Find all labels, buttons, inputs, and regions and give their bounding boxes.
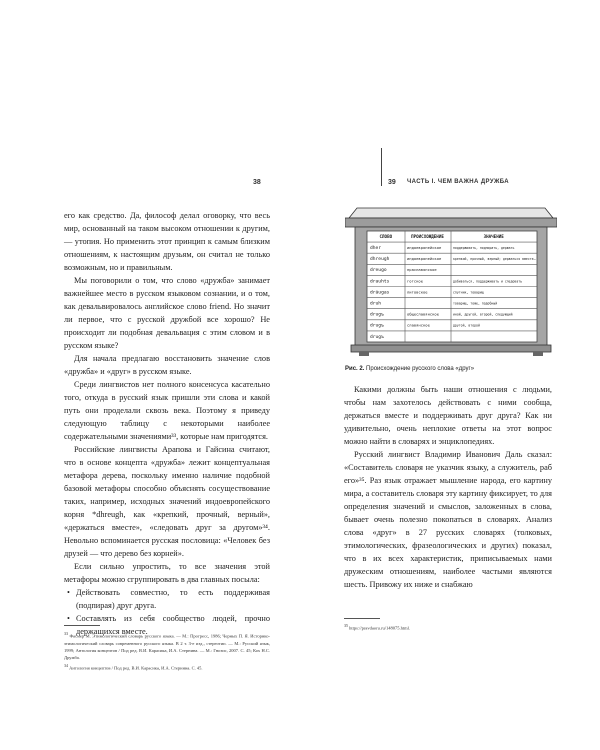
table-cell-word: dreugo bbox=[370, 268, 387, 274]
table-header: ЗНАЧЕНИЕ bbox=[483, 234, 504, 240]
table-cell-origin: индоевропейское bbox=[407, 256, 442, 262]
page-number-right: 39 bbox=[388, 179, 396, 186]
table-cell-meaning: крепкий, прочный, верный; держаться вместе… bbox=[453, 257, 536, 262]
footnotes-right bbox=[344, 622, 552, 633]
table-cell-origin: готское bbox=[407, 278, 424, 284]
paragraph: его как средство. Да, философ делал оговорку, что весь мир, основанный на таком высоком отношении к другим, — утопия. Но применить этот принцип к самым близким отношениям, к настоящим друзьям, он считал не только возможным, но и правильным. bbox=[64, 211, 270, 272]
right-body-text bbox=[344, 383, 552, 591]
table-cell-origin: индоевропейское bbox=[407, 244, 442, 250]
paragraph: Мы поговорили о том, что слово «дружба» занимает важнейшее место в русском языковом сознании, и о том, как девальвировалось английское слово friend. Но значит ли первое, что с русской дружбой все хорошо? Не происходит ли подобная девальвация с этим словом и в русском языке? bbox=[64, 276, 270, 350]
table-cell-word: druh bbox=[370, 301, 382, 307]
paragraph: Какими должны быть наши отношения с людьми, чтобы нам захотелось действовать с ними сообща, держаться вместе и поддерживать друг друга? Как ни удивительно, очень неплохие ответы на этот вопрос можно найти в словарях и энциклопедиях. bbox=[344, 385, 552, 446]
table-cell-word: drugъ bbox=[370, 334, 384, 340]
table-header: СЛОВО bbox=[379, 234, 393, 240]
table-cell-meaning: добиваться, поддерживать и следовать bbox=[453, 279, 523, 284]
paragraph: Если сильно упростить, то все значения этой метафоры можно сгруппировать в два главных посыла: bbox=[64, 562, 270, 584]
table-cell-word: dhreugh bbox=[370, 257, 390, 263]
page-number-left: 38 bbox=[253, 179, 261, 186]
table-cell-word: dher bbox=[370, 245, 382, 251]
table-cell-meaning: другой, второй bbox=[453, 323, 480, 328]
table-cell-origin: праславянское bbox=[407, 267, 437, 273]
table-cell-meaning: товарищ, тоже, подобный bbox=[453, 301, 498, 306]
paragraph: Русский лингвист Владимир Иванович Даль сказал: «Составитель словаря не указчик языку, а служитель, раб его»³⁵. Раз язык отражает мышление народа, его картину мира, а составитель словаря эту картину фиксирует, то для определения значений и смыслов, заложенных в слова, бывает очень полезно покопаться в словарях. Анализ слова «друг» в 27 русских словарях (толковых, этимологических, фразеологических и других) показал, что в их всех характеристик, приписываемых нами дружеским отношениям, наиболее частыми являются шесть. Привожу их ниже и снабжаю bbox=[344, 450, 552, 589]
paragraph: Среди лингвистов нет полного консенсуса касательно того, откуда в русский язык пришли эти слова и какой путь они проделали сквозь века. Поэтому я приведу следующую таблицу с некоторыми наиболее содержательными значениями³³, которые нам пригодятся. bbox=[64, 380, 270, 441]
table-header: ПРОИСХОЖДЕНИЕ bbox=[411, 234, 444, 240]
running-head: ЧАСТЬ I. ЧЕМ ВАЖНА ДРУЖБА bbox=[407, 179, 510, 185]
footnote: $^{35}$ https://pravdaoru.ru/148075.html. bbox=[344, 623, 410, 631]
caption-label: Рис. 2. bbox=[345, 366, 365, 372]
paragraph: Для начала предлагаю восстановить значение слов «дружба» и «друг» в русском языке. bbox=[64, 354, 270, 376]
bullet-item: • Составлять из себя сообщество людей, прочно держащихся вместе. bbox=[64, 612, 270, 638]
table-cell-word: drauhts bbox=[370, 279, 390, 285]
table-cell-meaning: поддерживать, подпирать, держать bbox=[453, 245, 515, 250]
footnote-divider bbox=[344, 618, 380, 619]
table-cell-word: drugъ bbox=[370, 312, 384, 318]
table-cell-word: drugъ bbox=[370, 323, 384, 329]
table-cell-meaning: спутник, товарищ bbox=[453, 290, 484, 295]
table-cell-origin: славянское bbox=[407, 322, 430, 328]
paragraph: Российские лингвисты Арапова и Гайсина считают, что в основе концепта «дружба» лежит концептуальная метафора дерева, поскольку именно наличие подобной базовой метафоры способно объяснять сосуществование таких, например, исходных значений индоевропейского корня *dhreugh, как «крепкий, прочный, верный», «держаться вместе», «следовать друг за другом»³⁴. Невольно вспоминается русская пословица: «Человек без друзей — что дерево без корней». bbox=[64, 445, 270, 558]
table-cell-origin: литовское bbox=[407, 289, 428, 295]
footnote: $^{34}$ Антология концептов / Под ред. В.И. Карасика, И.А. Стернина. С. 45. bbox=[64, 662, 203, 670]
table-cell-meaning: иной, другой, второй, следующий bbox=[453, 312, 513, 317]
bullet-item: • Действовать совместно, то есть поддерживая (подпирая) друг друга. bbox=[64, 586, 270, 612]
footnote: $^{33}$ Фасмер М. Этимологический словарь русского языка. — М.: Прогресс, 1986; Черных П. Я. Историко-этимологический словарь современного русского языка. В 2 т. 3-е изд., стереотип. — М.: Русский язык, 1999; Антология концептов / Под ред. В.И. Карасика, И.А. Стернина. — М.: Гнозис, 2007. С. 45; Кох Н.С. Дружба. bbox=[64, 631, 271, 660]
caption-text: Происхождение русского слова «друг» bbox=[366, 366, 475, 372]
table-cell-word: drăugas bbox=[370, 290, 390, 296]
table-cell-origin: общеславянское bbox=[407, 311, 440, 317]
